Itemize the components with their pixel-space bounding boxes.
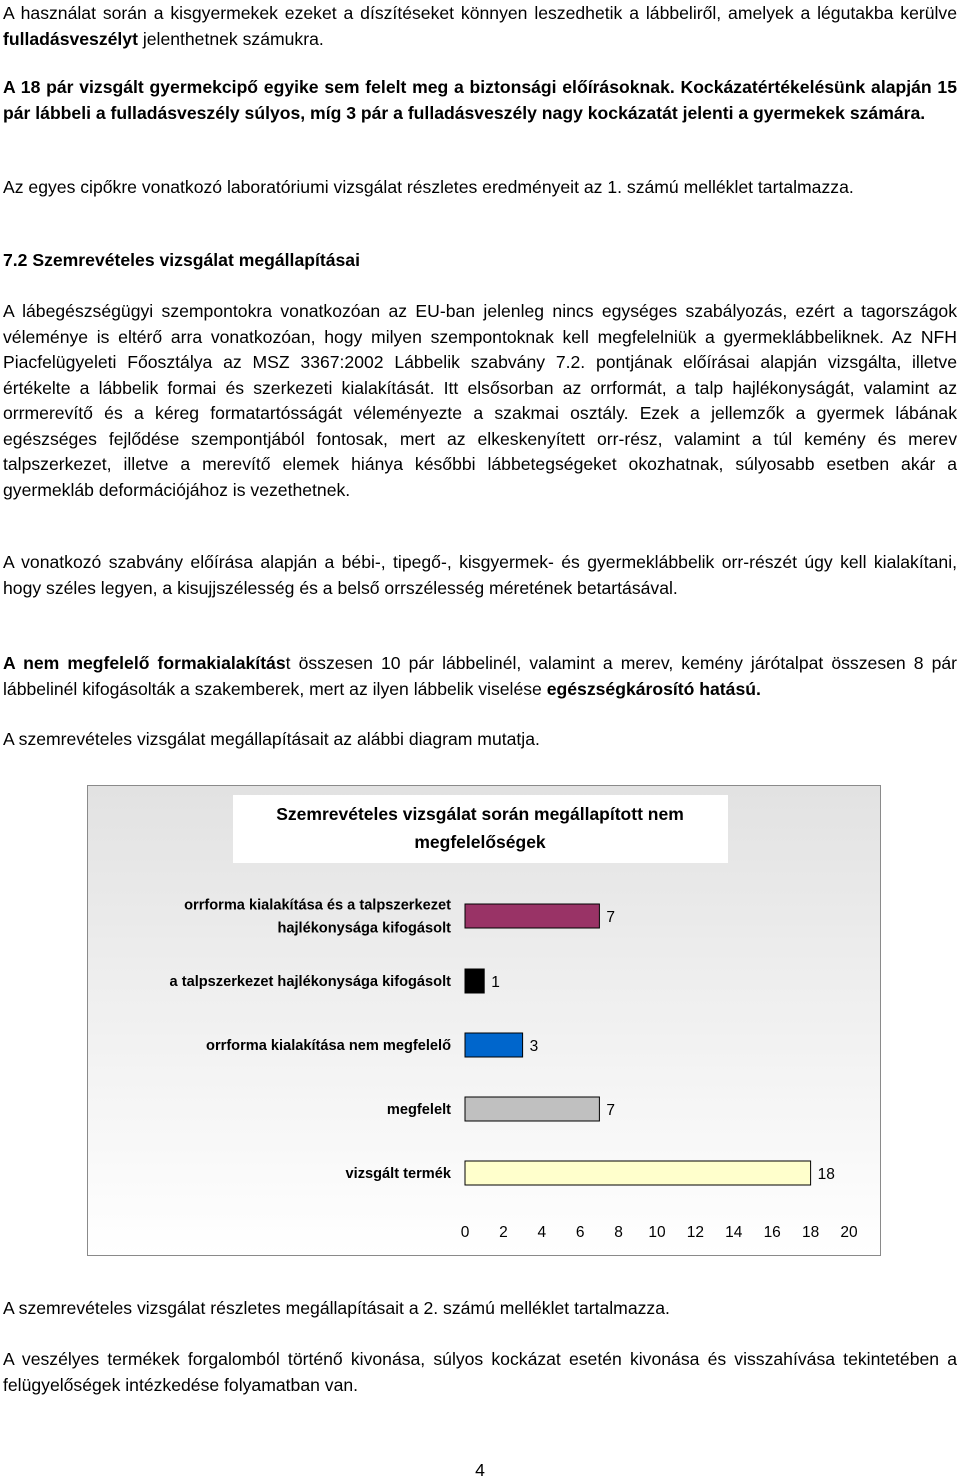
chart-title-line: megfelelőségek — [414, 832, 546, 852]
category-label: megfelelt — [386, 1102, 451, 1118]
paragraph-text: A vonatkozó szabvány előírása alapján a bébi-, tipegő-, kisgyermek- és gyermeklábbelik orr-részét úgy kell kialakítani, hogy széles legyen, a kisujjszélesség és a belső orrszélesség méretének betartásával. — [3, 552, 957, 598]
paragraph-chart-intro — [3, 727, 957, 753]
chart-title-line: Szemrevételes vizsgálat során megállapított nem — [276, 804, 684, 824]
category-label: orrforma kialakítása nem megfelelő — [206, 1038, 451, 1054]
x-tick-label: 6 — [575, 1224, 585, 1241]
paragraph-test-result — [3, 75, 957, 126]
x-tick-label: 20 — [840, 1224, 858, 1241]
paragraph-withdrawal — [3, 1347, 957, 1398]
paragraph-standard — [3, 550, 957, 601]
x-tick-label: 10 — [648, 1224, 666, 1241]
paragraph-visual-annex — [3, 1296, 957, 1322]
bold-phrase: egészségkárosító hatású. — [546, 678, 761, 699]
x-tick-label: 4 — [537, 1224, 547, 1241]
paragraph-text: A 18 pár vizsgált gyermekcipő egyike sem felelt meg a biztonsági előírásoknak. Kockázatértékelésünk alapján 15 pár lábbeli a fulladásveszély súlyos, míg 3 pár a fulladásveszély nagy kockázatát jelenti a gyermekek számára. — [3, 77, 957, 123]
paragraph-lab-annex — [3, 175, 957, 201]
data-label: 1 — [491, 974, 500, 991]
data-label: 7 — [606, 909, 616, 926]
x-tick-label: 8 — [614, 1224, 623, 1241]
paragraph-text: A szemrevételes vizsgálat megállapításait az alábbi diagram mutatja. — [3, 729, 540, 749]
x-tick-label: 16 — [763, 1224, 781, 1241]
paragraph-text: t összesen 10 pár lábbelinél, valamint a merev, kemény járótalpat összesen 8 pár lábbelinél kifogásolták a szakemberek, mert az ilyen lábbelik viselése — [3, 653, 957, 699]
data-label: 3 — [529, 1038, 539, 1055]
data-label: 18 — [817, 1166, 835, 1183]
category-label: vizsgált termék — [345, 1166, 451, 1182]
page-number: 4 — [475, 1460, 485, 1480]
bold-phrase: fulladásveszélyt — [3, 28, 138, 49]
x-tick-label: 18 — [801, 1224, 820, 1241]
category-label: a talpszerkezet hajlékonysága kifogásolt — [169, 974, 451, 990]
chart-title-box — [233, 795, 728, 863]
paragraph-foot-health — [3, 299, 957, 503]
x-tick-label: 14 — [725, 1224, 743, 1241]
paragraph-text: jelenthetnek számukra. — [137, 28, 324, 49]
paragraph-nonconformity — [3, 651, 957, 702]
paragraph-text: Az egyes cipőkre vonatkozó laboratóriumi vizsgálat részletes eredményeit az 1. számú melléklet tartalmazza. — [3, 177, 854, 197]
category-label: hajlékonysága kifogásolt — [277, 920, 451, 937]
category-label: orrforma kialakítása és a talpszerkezet — [184, 897, 451, 914]
x-tick-label: 12 — [686, 1224, 705, 1241]
paragraph-choking-hazard — [3, 1, 957, 52]
paragraph-text: A veszélyes termékek forgalomból történő kivonása, súlyos kockázat esetén kivonása és visszahívása tekintetében a felügyelőségek intézkedése folyamatban van. — [3, 1349, 957, 1395]
paragraph-text: A használat során a kisgyermekek ezeket a díszítéseket könnyen leszedhetik a lábbeliről, amelyek a légutakba kerülve — [3, 3, 957, 23]
paragraph-text: A szemrevételes vizsgálat részletes megállapításait a 2. számú melléklet tartalmazza. — [3, 1298, 670, 1318]
data-label: 7 — [606, 1102, 616, 1119]
x-tick-label: 0 — [460, 1224, 470, 1241]
section-heading: 7.2 Szemrevételes vizsgálat megállapításai — [3, 250, 360, 270]
bold-phrase: A nem megfelelő formakialakítás — [3, 653, 286, 673]
x-tick-label: 2 — [499, 1224, 508, 1241]
paragraph-text: A lábegészségügyi szempontokra vonatkozóan az EU-ban jelenleg nincs egységes szabályozás, ezért a tagországok véleménye is eltérő arra vonatkozóan, hogy milyen szempontoknak kell megfelelniük a gyermeklábbeliknek. Az NFH Piacfelügyeleti Főosztálya az MSZ 3367:2002 Lábbelik szabvány 7.2. pontjának előírásai alapján vizsgálta, illetve értékelte a lábbelik formai és szerkezeti kialakítását. Itt elsősorban az orrformát, a talp hajlékonyságát, valamint az orrmerevítő és a kéreg formatartósságát véleményezte a szakmai osztály. Ezek a jellemzők a gyermek lábának egészséges fejlődése szempontjából fontosak, mert az elkeskenyített orr-rész, valamint a túl kemény és merev talpszerkezet, illetve a merevítő elemek hiánya későbbi lábbetegségeket okozhatnak, súlyosabb esetben akár a gyermekláb deformációjához is vezethetnek. — [3, 301, 957, 500]
